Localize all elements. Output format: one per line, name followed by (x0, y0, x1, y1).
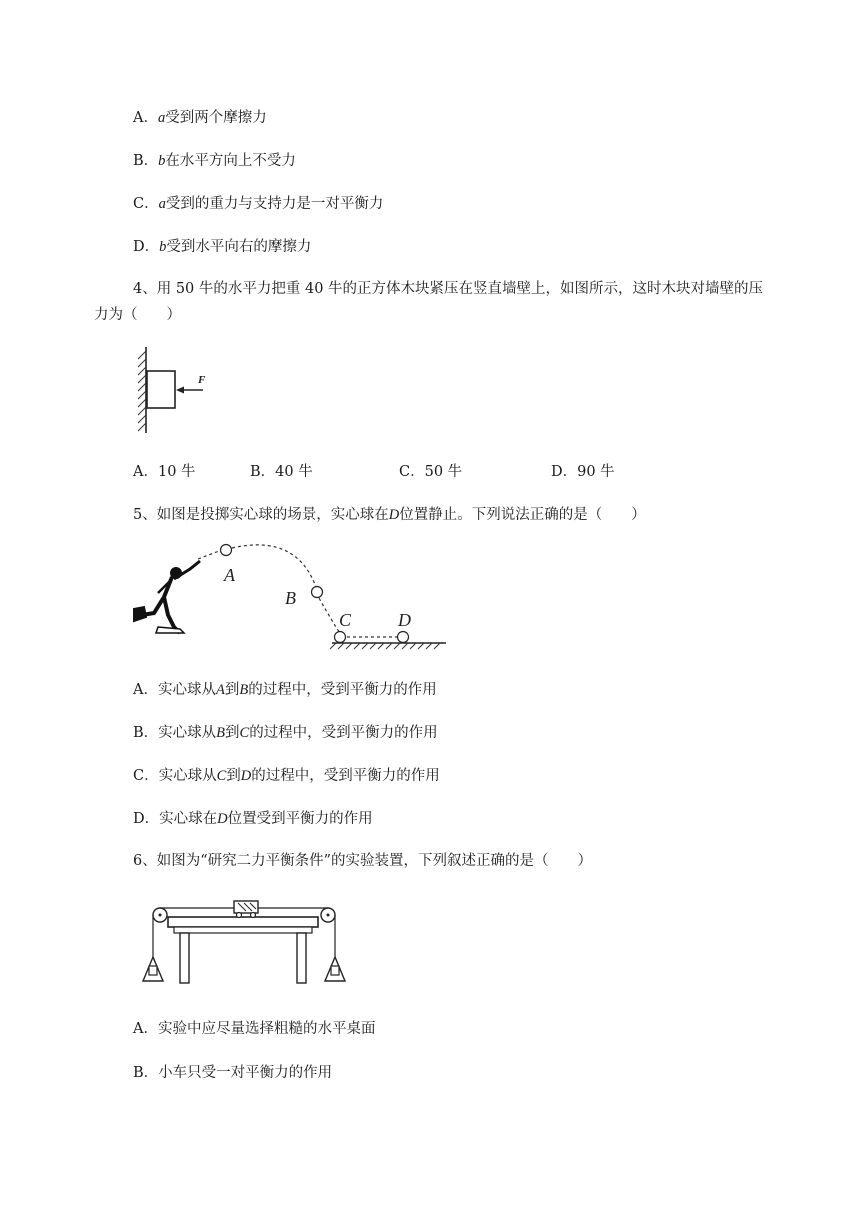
ball-d (398, 632, 409, 643)
label-d: D (398, 610, 411, 630)
q5-option-a: A．实心球从A到B的过程中，受到平衡力的作用 (133, 682, 437, 698)
q4-option-b: B．40 牛 (250, 464, 313, 480)
q5-option-d: D．实心球在D位置受到平衡力的作用 (133, 811, 373, 827)
ball-b (312, 587, 323, 598)
q4-option-a: A．10 牛 (133, 464, 196, 480)
cart (234, 901, 258, 918)
q5-option-b: B．实心球从B到C的过程中，受到平衡力的作用 (133, 725, 438, 741)
ball-c (335, 632, 346, 643)
q6-apparatus-figure (138, 895, 348, 987)
q6-option-b: B．小车只受一对平衡力的作用 (133, 1065, 333, 1081)
q4-stem-line1: 4、用 50 牛的水平力把重 40 牛的正方体木块紧压在竖直墙壁上，如图所示，这时木块对墙壁的压 (133, 281, 764, 297)
ball-a (221, 545, 232, 556)
q4-wall-block-figure (128, 345, 218, 437)
q4-option-c: C．50 牛 (399, 464, 463, 480)
thrower-figure (134, 561, 200, 633)
q6-option-a: A．实验中应尽量选择粗糙的水平桌面 (133, 1021, 376, 1037)
q3-option-c: C．a受到的重力与支持力是一对平衡力 (133, 196, 384, 212)
label-c: C (339, 610, 352, 630)
label-a: A (224, 565, 235, 585)
q4-option-d: D．90 牛 (551, 464, 615, 480)
q3-option-d: D．b受到水平向右的摩擦力 (133, 239, 312, 255)
label-b: B (285, 588, 296, 608)
q4-stem-line2: 力为（ ） (94, 307, 181, 323)
q4-force-label: F (198, 374, 206, 386)
q5-option-c: C．实心球从C到D的过程中，受到平衡力的作用 (133, 768, 440, 784)
q3-option-a: A．a受到两个摩擦力 (133, 110, 267, 126)
q5-stem: 5、如图是投掷实心球的场景，实心球在D位置静止。下列说法正确的是（ ） (133, 507, 646, 523)
q4-options (133, 460, 693, 480)
q6-stem: 6、如图为“研究二力平衡条件”的实验装置，下列叙述正确的是（ ） (133, 853, 593, 869)
q3-option-b: B．b在水平方向上不受力 (133, 153, 296, 169)
q5-shot-put-figure (128, 535, 448, 655)
